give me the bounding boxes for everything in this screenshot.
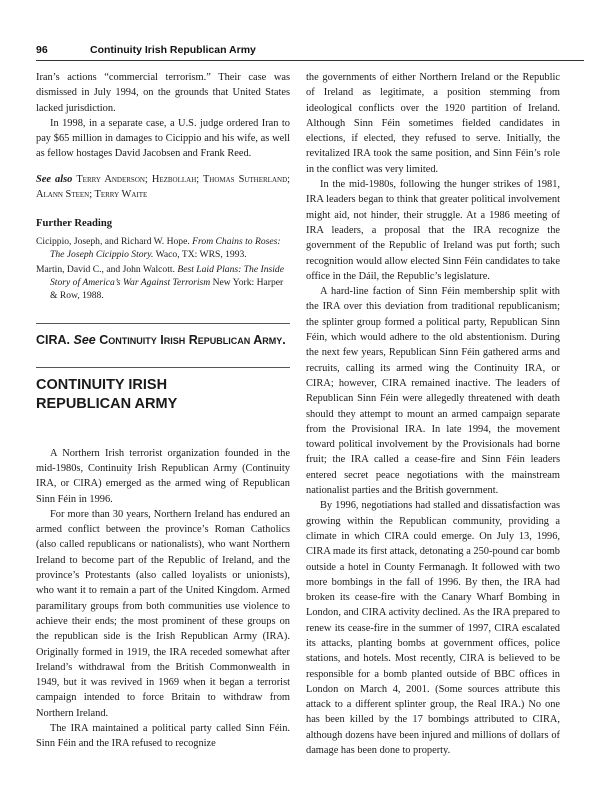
- xref-term: CIRA.: [36, 332, 71, 347]
- see-also-label: See also: [36, 173, 73, 185]
- xref-see: See: [73, 332, 96, 347]
- reading-publication: Waco, TX: WRS, 1993.: [155, 248, 247, 260]
- further-reading-heading: Further Reading: [36, 218, 113, 230]
- reading-author: Martin, David C., and John Walcott.: [36, 264, 175, 276]
- cross-reference: [36, 332, 290, 349]
- running-title: Continuity Irish Republican Army: [90, 44, 256, 56]
- xref-target: Continuity Irish Republican Army.: [99, 332, 286, 347]
- page-number: 96: [36, 44, 48, 56]
- body-paragraph: Iran’s actions “commercial terrorism.” Their case was dismissed in July 1994, on the grounds that United States lacked jurisdiction.: [36, 72, 290, 114]
- body-paragraph: A hard-line faction of Sinn Féin membership split with the IRA over this deviation from traditional republicanism; the splinter group formed a political party, Republican Sinn Féin, which would adhere to the old abstentionism. During the next few years, Republican Sinn Féin gathered arms and recruits, calling its armed wing the Continuity IRA, or CIRA; however, CIRA remained inactive. The leaders of Republican Sinn Féin were allegedly threatened with death should they attempt to mount an armed campaign separate from the Provisional IRA. In late 1994, the movement toward political involvement by the Provisionals had borne fruit; the IRA called a cease-fire and Sinn Féin leaders entered secret peace negotiations with the mainstream nationalist parties and the British government.: [306, 286, 560, 497]
- body-paragraph: A Northern Irish terrorist organization founded in the mid-1980s, Continuity Irish Republican Army (Continuity IRA, or CIRA) emerged as the armed wing of Republican Sinn Féin in 1996.: [36, 447, 290, 505]
- see-also-refs: Terry Anderson; Hezbollah; Thomas Sutherland; Alann Steen; Terry Waite: [36, 173, 291, 201]
- reading-title: Best Laid Plans: The Inside Story of America’s War Against Terrorism: [50, 264, 284, 289]
- entry-title-line: CONTINUITY IRISH: [36, 376, 168, 393]
- section-rule: [36, 323, 290, 324]
- body-paragraph: In 1998, in a separate case, a U.S. judge ordered Iran to pay $65 million in damages to Cicippio and his wife, as well as fellow hostages David Jacobsen and Frank Reed.: [36, 117, 290, 160]
- header-rule: [36, 60, 584, 61]
- body-paragraph: In the mid-1980s, following the hunger strikes of 1981, IRA leaders began to think that greater political involvement might aid, not hinder, their struggle. At a 1986 meeting of IRA leaders, a proposal that the IRA recognize the government of the Republic of Ireland was put forth; such recognition would allow elected Sinn Féin candidates to take office in the Dáil, the Republic’s legislature.: [306, 179, 560, 282]
- see-also: [36, 172, 290, 203]
- body-paragraph: The IRA maintained a political party called Sinn Féin. Sinn Féin and the IRA refused to recognize: [36, 723, 290, 750]
- reading-entry: [36, 235, 290, 261]
- left-column: [36, 70, 290, 752]
- right-column: [306, 70, 560, 758]
- reading-publication: New York: Harper & Row, 1988.: [50, 277, 284, 302]
- reading-title: From Chains to Roses: The Joseph Cicippio Story.: [50, 235, 281, 260]
- entry-title-line: REPUBLICAN ARMY: [36, 395, 178, 412]
- section-rule: [36, 367, 290, 368]
- reading-entry: [36, 263, 290, 303]
- body-paragraph: the governments of either Northern Ireland or the Republic of Ireland as legitimate, a position stemming from ideological conflicts over the 1920 partition of Ireland. Although Sinn Féin sometimes fielded candidates in elections, if elected, they refused to serve. Initially, the revitalized IRA took the same position, and Sinn Féin’s role in the conflict was very limited.: [306, 72, 560, 175]
- body-paragraph: By 1996, negotiations had stalled and dissatisfaction was growing within the Republican community, providing a climate in which CIRA could emerge. On July 13, 1996, CIRA made its first attack, detonating a 250-pound car bomb outside a hotel in County Fermanagh. It followed with two more bombings in the fall of 1996. By then, the IRA had broken its cease-fire with the Canary Wharf Bombing in London, and CIRA activity declined. As the IRA prepared to renew its cease-fire in the summer of 1997, CIRA escalated its attacks, planting bombs at government offices, police stations, and hotels. Most recently, CIRA is believed to be responsible for a bomb planted outside of BBC offices in London on March 4, 2001. (Some sources attribute this attack to a different splinter group, the Real IRA.) No one has been killed by the 17 bombings attributed to CIRA, although dozens have been injured and millions of dollars of damage has been done to property.: [306, 500, 560, 757]
- running-header: [36, 40, 584, 58]
- entry-title: [36, 376, 290, 414]
- reading-author: Cicippio, Joseph, and Richard W. Hope.: [36, 235, 190, 247]
- body-paragraph: For more than 30 years, Northern Ireland has endured an armed conflict between the province’s Roman Catholics (also called republicans or nationalists), who want Northern Ireland to become part of the Republic of Ireland, and the province’s Protestants (also called loyalists or unionists), who want it to remain a part of the United Kingdom. Armed paramilitary groups from both communities use violence to achieve their ends; the most prominent of these groups on the republican side is the Irish Republican Army (IRA). Originally formed in 1919, the IRA receded somewhat after Ireland’s withdrawal from the British Commonwealth in 1949, but it was revived in 1969 when it began a terrorist campaign intended to force Britain to withdraw from Northern Ireland.: [36, 508, 290, 719]
